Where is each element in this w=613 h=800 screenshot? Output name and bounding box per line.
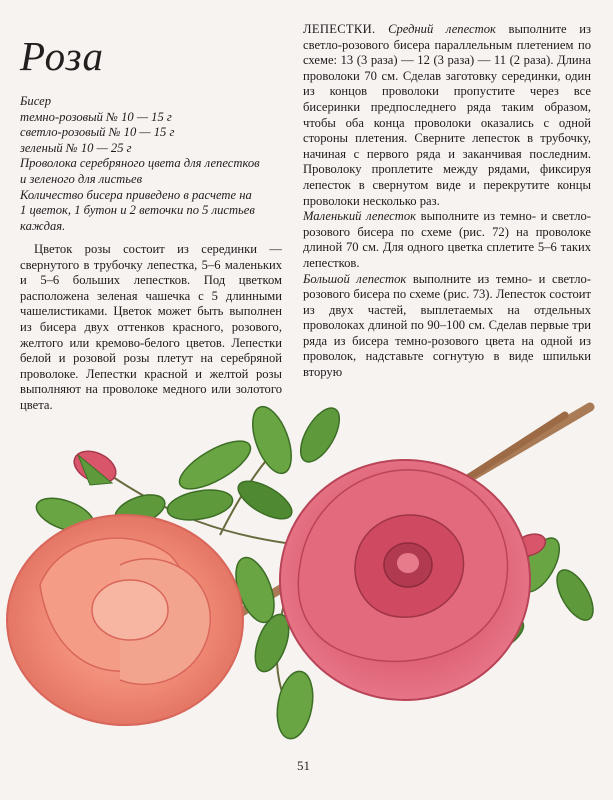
middle-petal-paragraph [303, 22, 591, 209]
materials-line: и зеленого для листьев [20, 171, 143, 186]
page-number: 51 [297, 758, 310, 773]
small-petal-label: Маленький лепесток [303, 209, 417, 224]
leaf [293, 402, 347, 468]
beaded-roses-photo [0, 395, 613, 765]
intro-paragraph: Цветок розы состоит из серединки — свернутого в трубочку лепестка, 5–6 маленьких и 5–6 больших лепестков. Под цветком расположена зеленая чашечка с 5 длинными чашелистиками. Цветок может быть выполнен из бисера двух оттенков красного, розового, желтого или кремово-белого цветов. Лепестки белой и розовой розы плетут на серебряной проволоке. Лепестки красной и желтой розы выполняют на проволоке медного или золотого цвета. [20, 242, 282, 412]
materials-line: темно-розовый № 10 — 15 г [20, 109, 172, 124]
materials-line: Количество бисера приведено в расчете на [20, 187, 252, 202]
large-petal-paragraph [303, 272, 591, 381]
middle-petal-label: Средний лепесток [388, 22, 496, 36]
large-petal-text: выполните из темно- и светло-розового бисера по схеме (рис. 73). Лепесток состоит из двух частей, выплетаемых на отдельных проволоках длиной по 90–100 см. Сделав первые три ряда из бисера темно-розового цвета на одной из проволок, надставьте согнутую в виде шпильки вторую [303, 271, 591, 380]
large-petal-label: Большой лепесток [303, 271, 407, 286]
materials-line: светло-розовый № 10 — 15 г [20, 125, 175, 140]
middle-petal-text: выполните из светло-розового бисера параллельным плетением по схеме: 13 (3 раза) — 12 (3 раза) — 11 (2 раза). Длина проволоки 70 см. Сделав заготовку серединки, один из концов проволоки пропустите через все бисеринки предпоследнего ряда таким образом, чтобы оба конца проволоки оказались с одной стороны плетения. Сверните лепесток в трубочку, начиная с первого ряда и заканчивая последним. Проволоку проплетите между рядами, фиксируя лепесток в свернутом виде и перекрутите концы проволоки несколько раз. [303, 22, 591, 208]
petals-column [303, 22, 591, 381]
materials-line: 1 цветок, 1 бутон и 2 веточки по 5 листьев [20, 203, 255, 218]
light-pink-rose [7, 515, 243, 725]
materials-line: Бисер [20, 94, 52, 108]
rose-center [92, 580, 168, 640]
materials-line: каждая. [20, 218, 66, 233]
leaf [550, 564, 601, 625]
small-petal-text: выполните из темно- и светло-розового бисера по схеме (рис. 72) на проволоке длиной 70 см. Для одного цветка сплетите 5–6 таких лепестков. [303, 209, 591, 270]
materials-list [20, 94, 282, 234]
leaf [165, 485, 235, 524]
leaf [245, 402, 299, 479]
materials-line: зеленый № 10 — 25 г [20, 140, 132, 155]
small-petal-paragraph [303, 209, 591, 271]
rose-core [397, 553, 419, 573]
page-title: Роза [20, 33, 105, 79]
materials-line: Проволока серебряного цвета для лепестков [20, 156, 260, 171]
dark-pink-rose [280, 460, 530, 700]
leaf [233, 474, 298, 527]
section-heading: ЛЕПЕСТКИ. [303, 22, 376, 36]
